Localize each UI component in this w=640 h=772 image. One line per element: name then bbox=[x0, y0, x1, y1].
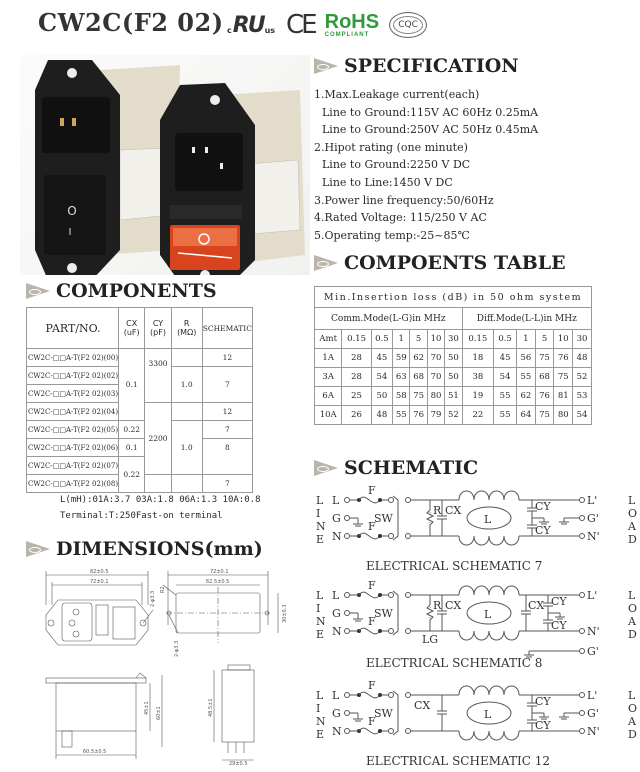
column-header: Amt bbox=[315, 330, 342, 349]
loss-value: 70 bbox=[427, 368, 444, 387]
cx-label: CX bbox=[414, 699, 431, 712]
loss-value: 68 bbox=[410, 368, 427, 387]
rohs-logo bbox=[325, 12, 379, 38]
schematic-heading bbox=[314, 457, 478, 479]
line-side-letter: I bbox=[316, 507, 321, 520]
cy-label: CY bbox=[551, 595, 567, 608]
cy-value-empty bbox=[145, 475, 171, 493]
column-header: 1 bbox=[517, 330, 536, 349]
loss-value: 48 bbox=[371, 406, 392, 425]
input-terminal-label: N bbox=[332, 725, 342, 738]
part-number: CW2C-□□A-T(F2 02)(02) bbox=[27, 367, 119, 385]
fuse-label: F bbox=[368, 579, 376, 592]
cx-value: 0.22 bbox=[119, 421, 145, 439]
cqc-logo: CQC bbox=[389, 12, 427, 38]
schematic-value: 7 bbox=[202, 475, 252, 493]
table-header-row bbox=[315, 330, 592, 349]
loss-value: 54 bbox=[494, 368, 517, 387]
table-row bbox=[27, 349, 253, 367]
dim-body-depth: 45±1 bbox=[144, 701, 150, 715]
output-terminal-label: N' bbox=[587, 625, 600, 638]
cx-label: CX bbox=[445, 504, 462, 517]
column-header: 10 bbox=[554, 330, 573, 349]
loss-value: 50 bbox=[445, 349, 462, 368]
loss-value: 26 bbox=[342, 406, 371, 425]
specification-list bbox=[314, 86, 538, 244]
table-caption: Min.Insertion loss (dB) in 50 ohm system bbox=[315, 287, 592, 308]
spec-line: Line to Ground:2250 V DC bbox=[322, 158, 471, 172]
loss-value: 38 bbox=[462, 368, 493, 387]
amperage-cell: 3A bbox=[315, 368, 342, 387]
load-side-letter: O bbox=[628, 507, 638, 520]
loss-value: 79 bbox=[427, 406, 444, 425]
spec-line: 4.Rated Voltage: 115/250 V AC bbox=[314, 211, 487, 225]
dim-body-length: 60.5±0.5 bbox=[83, 749, 107, 755]
output-terminal-label: L' bbox=[587, 589, 598, 602]
line-side-letter: E bbox=[316, 533, 325, 546]
loss-value: 75 bbox=[410, 387, 427, 406]
line-side-letter: L bbox=[316, 689, 324, 702]
ul-prefix: c bbox=[227, 25, 232, 35]
loss-value: 55 bbox=[393, 406, 410, 425]
dim-holes: 2-φ3.3 bbox=[150, 590, 156, 607]
loss-value: 70 bbox=[427, 349, 444, 368]
col-part: PART/NO. bbox=[27, 308, 119, 349]
cx-value: 0.1 bbox=[119, 349, 145, 421]
cx-label-2: CX bbox=[528, 599, 545, 612]
loss-value: 52 bbox=[573, 368, 592, 387]
part-number: CW2C-□□A-T(F2 02)(06) bbox=[27, 439, 119, 457]
part-number: CW2C-□□A-T(F2 02)(07) bbox=[27, 457, 119, 475]
dim-side-width: 29±0.5 bbox=[229, 761, 248, 765]
cy-label: CY bbox=[535, 719, 551, 732]
inductor-label: L bbox=[484, 513, 492, 526]
schematic-value: 12 bbox=[202, 403, 252, 421]
components-table-title: COMPOENTS TABLE bbox=[344, 252, 566, 274]
loss-value: 51 bbox=[445, 387, 462, 406]
column-header: 0.5 bbox=[494, 330, 517, 349]
spec-line: 2.Hipot rating (one minute) bbox=[314, 140, 468, 154]
table-row bbox=[315, 368, 592, 387]
loss-value: 45 bbox=[371, 349, 392, 368]
loss-value: 76 bbox=[410, 406, 427, 425]
fuse-label: F bbox=[368, 615, 376, 628]
loss-value: 80 bbox=[554, 406, 573, 425]
loss-value: 50 bbox=[445, 368, 462, 387]
output-terminal-label: G' bbox=[587, 645, 599, 658]
loss-value: 64 bbox=[517, 406, 536, 425]
part-number: CW2C-□□A-T(F2 02)(03) bbox=[27, 385, 119, 403]
dimensions-title: DIMENSIONS(mm) bbox=[56, 538, 263, 560]
loss-value: 19 bbox=[462, 387, 493, 406]
certification-logos bbox=[226, 10, 427, 40]
col-cy: CY (pF) bbox=[145, 308, 171, 349]
part-number: CW2C-□□A-T(F2 02)(04) bbox=[27, 403, 119, 421]
column-header: 5 bbox=[410, 330, 427, 349]
comm-mode-header: Comm.Mode(L-G)in MHz bbox=[315, 308, 463, 330]
output-terminal-label: N' bbox=[587, 530, 600, 543]
r-value-empty bbox=[171, 475, 202, 493]
loss-value: 80 bbox=[427, 387, 444, 406]
diff-mode-header: Diff.Mode(L-L)in MHz bbox=[462, 308, 591, 330]
part-number: CW2C-□□A-T(F2 02)(05) bbox=[27, 421, 119, 439]
output-terminal-label: G' bbox=[587, 512, 599, 525]
dimensions-heading bbox=[26, 538, 263, 560]
loss-value: 76 bbox=[554, 349, 573, 368]
column-header: 1 bbox=[393, 330, 410, 349]
dim-cutout-width: 62.5±0.5 bbox=[206, 579, 230, 585]
load-side-letter: A bbox=[628, 615, 636, 628]
dim-cutout-hole-pitch: 72±0.1 bbox=[210, 569, 229, 575]
load-side-letter: A bbox=[628, 520, 636, 533]
inductor-label: L bbox=[484, 708, 492, 721]
terminal-note: Terminal:T:250Fast-on terminal bbox=[60, 511, 223, 521]
load-side-letter: D bbox=[628, 628, 637, 641]
loss-value: 81 bbox=[554, 387, 573, 406]
load-side-letter: O bbox=[628, 702, 638, 715]
input-terminal-label: N bbox=[332, 625, 342, 638]
column-header: 0.15 bbox=[342, 330, 371, 349]
components-title: COMPONENTS bbox=[56, 280, 217, 302]
output-terminal-label: L' bbox=[587, 689, 598, 702]
section-arrow-icon bbox=[26, 283, 50, 299]
rohs-sub: COMPLIANT bbox=[324, 32, 370, 38]
dim-cutout-height: 30±0.3 bbox=[282, 604, 288, 623]
table-row bbox=[315, 406, 592, 425]
output-terminal-label: N' bbox=[587, 725, 600, 738]
schematic-value: 7 bbox=[202, 367, 252, 403]
spec-line: Line to Ground:250V AC 50Hz 0.45mA bbox=[322, 123, 539, 137]
electrical-schematic-7 bbox=[314, 480, 640, 575]
col-cx: CX (uF) bbox=[119, 308, 145, 349]
load-side-letter: A bbox=[628, 715, 636, 728]
cx-value: 0.1 bbox=[119, 439, 145, 457]
input-terminal-label: L bbox=[332, 689, 340, 702]
cx-value: 0.22 bbox=[119, 457, 145, 493]
spec-line: 3.Power line frequency:50/60Hz bbox=[314, 193, 494, 207]
loss-value: 50 bbox=[371, 387, 392, 406]
line-side-letter: I bbox=[316, 702, 321, 715]
part-number: CW2C-□□A-T(F2 02)(00) bbox=[27, 349, 119, 367]
switch-label: SW bbox=[374, 707, 393, 720]
output-terminal-label: G' bbox=[587, 707, 599, 720]
product-title: CW2C(F2 02) bbox=[38, 8, 224, 37]
loss-value: 52 bbox=[445, 406, 462, 425]
input-terminal-label: L bbox=[332, 589, 340, 602]
component-notes bbox=[60, 492, 260, 524]
switch-label: SW bbox=[374, 512, 393, 525]
input-terminal-label: G bbox=[332, 707, 341, 720]
ce-mark-icon: CE bbox=[286, 10, 315, 40]
line-side-letter: L bbox=[316, 494, 324, 507]
loss-value: 62 bbox=[517, 387, 536, 406]
electrical-schematic-8 bbox=[314, 575, 640, 670]
fuse-label: F bbox=[368, 715, 376, 728]
input-terminal-label: G bbox=[332, 607, 341, 620]
ul-suffix: us bbox=[264, 25, 276, 35]
input-terminal-label: G bbox=[332, 512, 341, 525]
dim-hole-pitch: 72±0.1 bbox=[90, 579, 109, 585]
inductor-label: L bbox=[484, 608, 492, 621]
spec-line: 5.Operating temp:-25~85℃ bbox=[314, 228, 470, 242]
specification-heading bbox=[314, 55, 519, 77]
ul-mark-icon bbox=[226, 13, 276, 38]
table-row bbox=[315, 349, 592, 368]
cy-label: CY bbox=[535, 500, 551, 513]
column-header: 0.15 bbox=[462, 330, 493, 349]
amperage-cell: 10A bbox=[315, 406, 342, 425]
switch-off-symbol: O bbox=[67, 204, 77, 218]
loss-value: 55 bbox=[494, 387, 517, 406]
loss-value: 45 bbox=[494, 349, 517, 368]
dim-radius: R2 bbox=[160, 586, 166, 593]
loss-value: 18 bbox=[462, 349, 493, 368]
section-arrow-icon bbox=[314, 58, 338, 74]
loss-value: 75 bbox=[535, 406, 554, 425]
lg-label: LG bbox=[422, 633, 439, 646]
loss-value: 75 bbox=[554, 368, 573, 387]
fuse-label: F bbox=[368, 484, 376, 497]
schematic-value: 8 bbox=[202, 439, 252, 475]
switch-on-symbol: I bbox=[68, 227, 72, 238]
loss-value: 54 bbox=[573, 406, 592, 425]
col-r: R (MΩ) bbox=[171, 308, 202, 349]
line-side-letter: I bbox=[316, 602, 321, 615]
cy-label: CY bbox=[551, 619, 567, 632]
r-value-empty bbox=[171, 349, 202, 367]
column-header: 30 bbox=[573, 330, 592, 349]
load-side-letter: D bbox=[628, 728, 637, 741]
dimension-drawing bbox=[38, 565, 298, 765]
output-terminal-label: L' bbox=[587, 494, 598, 507]
specification-title: SPECIFICATION bbox=[344, 55, 519, 77]
resistor-label: R bbox=[433, 599, 442, 612]
loss-value: 55 bbox=[517, 368, 536, 387]
cy-value: 2200 bbox=[145, 403, 171, 475]
loss-value: 62 bbox=[410, 349, 427, 368]
line-side-letter: N bbox=[316, 520, 326, 533]
table-header-row bbox=[27, 308, 253, 349]
loss-value: 25 bbox=[342, 387, 371, 406]
schematic-caption: ELECTRICAL SCHEMATIC 12 bbox=[366, 754, 551, 768]
section-arrow-icon bbox=[314, 460, 338, 476]
cy-label: CY bbox=[535, 524, 551, 537]
cy-value: 3300 bbox=[145, 349, 171, 403]
fuse-label: F bbox=[368, 520, 376, 533]
spec-line: Line to Line:1450 V DC bbox=[322, 175, 453, 189]
spec-line: 1.Max.Leakage current(each) bbox=[314, 88, 480, 101]
loss-value: 68 bbox=[535, 368, 554, 387]
amperage-cell: 6A bbox=[315, 387, 342, 406]
schematic-value: 7 bbox=[202, 421, 252, 439]
input-terminal-label: N bbox=[332, 530, 342, 543]
schematic-caption: ELECTRICAL SCHEMATIC 8 bbox=[366, 656, 543, 670]
column-header: 10 bbox=[427, 330, 444, 349]
product-illustration bbox=[20, 55, 310, 275]
section-arrow-icon bbox=[314, 255, 338, 271]
loss-value: 54 bbox=[371, 368, 392, 387]
loss-value: 28 bbox=[342, 368, 371, 387]
amperage-cell: 1A bbox=[315, 349, 342, 368]
fuse-label: F bbox=[368, 679, 376, 692]
dim-side-depth: 48.5±1 bbox=[208, 698, 214, 717]
load-side-letter: O bbox=[628, 602, 638, 615]
line-side-letter: L bbox=[316, 589, 324, 602]
part-number: CW2C-□□A-T(F2 02)(08) bbox=[27, 475, 119, 493]
loss-value: 56 bbox=[517, 349, 536, 368]
section-arrow-icon bbox=[26, 541, 50, 557]
dim-overall-width: 82±0.5 bbox=[90, 569, 109, 575]
column-header: 5 bbox=[535, 330, 554, 349]
switch-label: SW bbox=[374, 607, 393, 620]
column-header: 0.5 bbox=[371, 330, 392, 349]
loss-value: 48 bbox=[573, 349, 592, 368]
loss-value: 76 bbox=[535, 387, 554, 406]
table-row bbox=[27, 439, 253, 457]
spec-line: Line to Ground:115V AC 60Hz 0.25mA bbox=[322, 105, 539, 119]
components-heading bbox=[26, 280, 217, 302]
dim-holes-2: 2-φ3.3 bbox=[174, 640, 180, 657]
col-schematic: SCHEMATIC bbox=[202, 308, 252, 349]
line-side-letter: N bbox=[316, 615, 326, 628]
product-photo bbox=[20, 55, 310, 275]
ul-mark: RU bbox=[232, 12, 264, 38]
loss-value: 59 bbox=[393, 349, 410, 368]
line-side-letter: N bbox=[316, 715, 326, 728]
loss-value: 75 bbox=[535, 349, 554, 368]
load-side-letter: L bbox=[628, 494, 636, 507]
loss-value: 53 bbox=[573, 387, 592, 406]
schematic-caption: ELECTRICAL SCHEMATIC 7 bbox=[366, 559, 543, 573]
load-side-letter: D bbox=[628, 533, 637, 546]
loss-value: 63 bbox=[393, 368, 410, 387]
schematic-value: 12 bbox=[202, 349, 252, 367]
resistor-label: R bbox=[433, 504, 442, 517]
loss-value: 22 bbox=[462, 406, 493, 425]
components-table bbox=[26, 307, 253, 493]
dim-total-depth: 60±1 bbox=[156, 706, 162, 720]
insertion-loss-table bbox=[314, 286, 592, 425]
cy-label: CY bbox=[535, 695, 551, 708]
line-side-letter: E bbox=[316, 628, 325, 641]
table-row bbox=[315, 387, 592, 406]
r-value: 1.0 bbox=[171, 421, 202, 475]
load-side-letter: L bbox=[628, 689, 636, 702]
r-value-empty bbox=[171, 403, 202, 421]
electrical-schematic-12 bbox=[314, 675, 640, 770]
column-header: 30 bbox=[445, 330, 462, 349]
components-table-heading bbox=[314, 252, 566, 274]
inductance-note: L(mH):01A:3.7 03A:1.8 06A:1.3 10A:0.8 bbox=[60, 495, 261, 505]
loss-value: 58 bbox=[393, 387, 410, 406]
rohs-main: RoHS bbox=[324, 11, 380, 33]
cx-label: CX bbox=[445, 599, 462, 612]
load-side-letter: L bbox=[628, 589, 636, 602]
table-row bbox=[27, 421, 253, 439]
input-terminal-label: L bbox=[332, 494, 340, 507]
loss-value: 28 bbox=[342, 349, 371, 368]
schematic-title: SCHEMATIC bbox=[344, 457, 479, 479]
loss-value: 55 bbox=[494, 406, 517, 425]
r-value: 1.0 bbox=[171, 367, 202, 403]
line-side-letter: E bbox=[316, 728, 325, 741]
